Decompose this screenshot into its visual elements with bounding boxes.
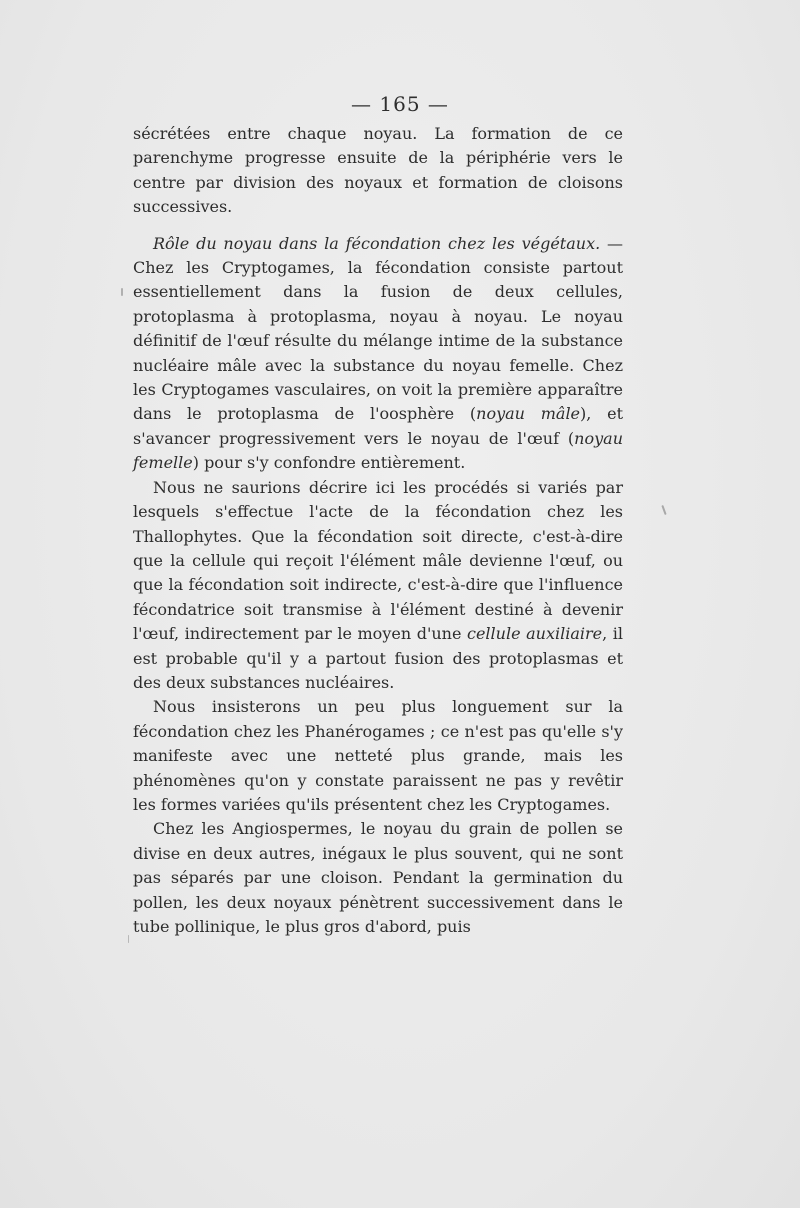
paragraph-2-text-b: ), et s'avancer progressivement vers le noyau de l'œuf ( [133, 404, 624, 448]
body-text [133, 122, 623, 939]
term-cellule-auxiliaire: cellule auxiliaire [466, 624, 603, 644]
paragraph-3-text-a: Nous ne saurions décrire ici les procédés si variés par lesquels s'effectue l'acte de la fécondation chez les Thallophytes. Que la fécondation soit directe, c'est-à-dire que la cellule qui reçoit l'élément mâle devienne l'œuf, ou que la fécondation soit indirecte, c'est-à-dire que l'influence fécondatrice soit transmise à l'élément destiné à devenir l'œuf, indirectement par le moyen d'une [133, 477, 623, 644]
paragraph-3-text-b: , il est probable qu'il y a partout fusion des protoplasmas et des deux substances nucléaires. [133, 624, 623, 692]
section-heading: Rôle du noyau dans la fécondation chez les végétaux. [153, 233, 601, 253]
paragraph-2 [133, 232, 623, 476]
paragraph-1: sécrétées entre chaque noyau. La formation de ce parenchyme progresse ensuite de la périphérie vers le centre par division des noyaux et formation de cloisons successives. [133, 124, 623, 217]
page-number: — 165 — [351, 92, 449, 116]
paragraph-2-text-c: ) pour s'y confondre entièrement. [192, 453, 466, 473]
paragraph-2-text-a: — Chez les Cryptogames, la fécondation consiste partout essentiellement dans la fusion de deux cellules, protoplasma à protoplasma, noyau à noyau. Le noyau définitif de l'œuf résulte du mélange intime de la substance nucléaire mâle avec la substance du noyau femelle. Chez les Cryptogames vasculaires, on voit la première apparaître dans le protoplasma de l'oosphère ( [133, 233, 623, 424]
term-noyau-male: noyau mâle [476, 404, 581, 424]
paragraph-5: Chez les Angiospermes, le noyau du grain de pollen se divise en deux autres, inégaux le plus souvent, qui ne sont pas séparés par une cloison. Pendant la germination du pollen, les deux noyaux pénètrent successivement dans le tube pollinique, le plus gros d'abord, puis [133, 819, 623, 936]
paper-speck [121, 288, 123, 296]
term-noyau-femelle: noyau femelle [133, 428, 623, 473]
paper-speck [661, 505, 666, 515]
paper-speck [128, 935, 129, 943]
paragraph-3 [133, 476, 623, 696]
paragraph-4: Nous insisterons un peu plus longuement sur la fécondation chez les Phanérogames ; ce n'est pas qu'elle s'y manifeste avec une netteté plus grande, mais les phénomènes qu'on y constate paraissent ne pas y revêtir les formes variées qu'ils présentent chez les Cryptogames. [133, 697, 623, 814]
